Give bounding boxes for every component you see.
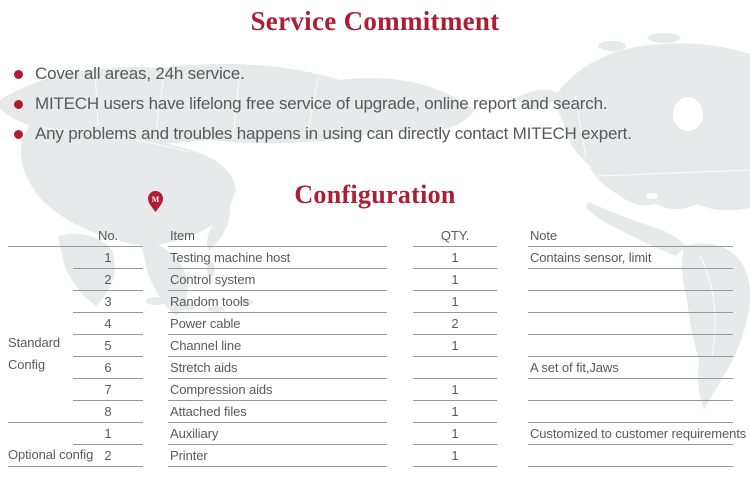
table-cell-note xyxy=(528,401,733,423)
table-cell-qty: 1 xyxy=(413,335,497,357)
table-cell-qty: 1 xyxy=(413,445,497,467)
table-cell-qty: 1 xyxy=(413,401,497,423)
table-cell-no: 3 xyxy=(73,291,143,313)
table-cell-qty: 2 xyxy=(413,313,497,335)
table-cell-no: 7 xyxy=(73,379,143,401)
table-cell-item: Compression aids xyxy=(168,379,387,401)
table-header-no: No. xyxy=(73,225,143,247)
table-cell-qty: 1 xyxy=(413,269,497,291)
configuration-title: Configuration xyxy=(294,180,456,209)
table-cell-no: 8 xyxy=(73,401,143,423)
svg-text:M: M xyxy=(151,195,160,204)
table-cell-qty: 1 xyxy=(413,379,497,401)
bullet-icon xyxy=(14,130,23,139)
table-cell-qty: 1 xyxy=(413,247,497,269)
table-cell-note: Contains sensor, limit xyxy=(528,247,733,269)
table-cell-item: Printer xyxy=(168,445,387,467)
table-cell-no: 2 xyxy=(73,445,143,467)
service-bullet-list xyxy=(14,59,734,149)
table-cell-note: A set of fit,Jaws xyxy=(528,357,733,379)
table-cell-note: Customized to customer requirements xyxy=(528,423,733,445)
table-cell-item: Control system xyxy=(168,269,387,291)
service-bullet-item xyxy=(14,89,734,119)
bullet-icon xyxy=(14,70,23,79)
table-cell-qty xyxy=(413,357,497,379)
table-cell-note xyxy=(528,269,733,291)
table-header-qty: QTY. xyxy=(413,225,497,247)
table-cell-note xyxy=(528,445,733,467)
table-cell-no: 1 xyxy=(73,247,143,269)
table-cell-note xyxy=(528,313,733,335)
table-header-group xyxy=(8,225,73,247)
table-cell-item: Random tools xyxy=(168,291,387,313)
bullet-text: Any problems and troubles happens in using can directly contact MITECH expert. xyxy=(35,124,632,143)
bullet-text: MITECH users have lifelong free service of upgrade, online report and search. xyxy=(35,94,608,113)
table-cell-qty: 1 xyxy=(413,423,497,445)
service-bullet-item xyxy=(14,59,734,89)
service-bullet-item xyxy=(14,119,734,149)
table-cell-no: 4 xyxy=(73,313,143,335)
group-label-standard-config: Standard Config xyxy=(8,247,73,423)
service-commitment-title: Service Commitment xyxy=(250,6,500,36)
table-cell-note xyxy=(528,291,733,313)
bullet-icon xyxy=(14,100,23,109)
table-cell-note xyxy=(528,379,733,401)
bullet-text: Cover all areas, 24h service. xyxy=(35,64,245,83)
table-cell-item: Stretch aids xyxy=(168,357,387,379)
table-cell-item: Power cable xyxy=(168,313,387,335)
table-header-note: Note xyxy=(528,225,733,247)
table-header-item: Item xyxy=(168,225,387,247)
table-cell-item: Attached files xyxy=(168,401,387,423)
configuration-table xyxy=(8,225,747,467)
table-cell-no: 2 xyxy=(73,269,143,291)
group-label-optional-config: Optional config xyxy=(8,423,73,467)
table-cell-qty: 1 xyxy=(413,291,497,313)
table-cell-item: Auxiliary xyxy=(168,423,387,445)
table-cell-item: Testing machine host xyxy=(168,247,387,269)
table-cell-no: 1 xyxy=(73,423,143,445)
table-cell-item: Channel line xyxy=(168,335,387,357)
table-cell-no: 6 xyxy=(73,357,143,379)
table-cell-note xyxy=(528,335,733,357)
table-cell-no: 5 xyxy=(73,335,143,357)
